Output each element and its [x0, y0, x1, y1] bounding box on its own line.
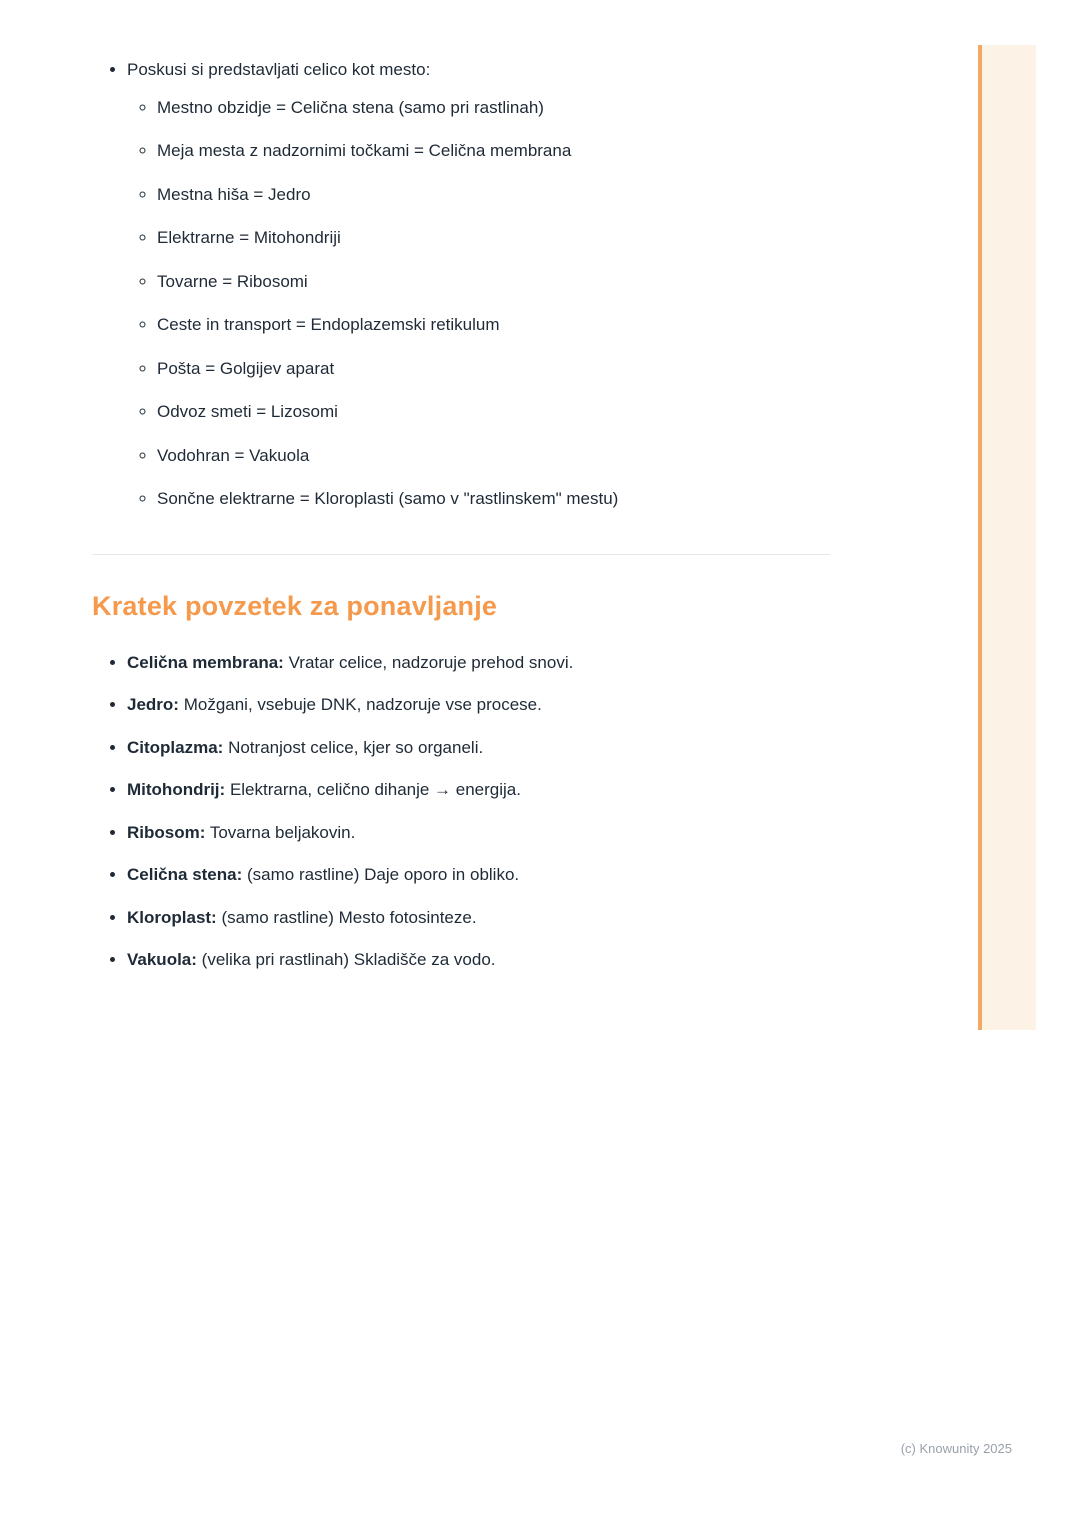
- analogy-item-text: Vodohran = Vakuola: [157, 445, 310, 465]
- summary-item: [127, 905, 832, 931]
- page-content: [92, 57, 832, 990]
- section-divider: [92, 554, 830, 555]
- summary-item: [127, 862, 832, 888]
- analogy-item: [157, 269, 832, 295]
- analogy-item-text: Sončne elektrarne = Kloroplasti (samo v "rastlinskem" mestu): [157, 489, 619, 508]
- analogy-intro-item: [127, 57, 832, 512]
- summary-term: Mitohondrij:: [127, 780, 226, 799]
- analogy-list: [92, 57, 832, 512]
- analogy-item: [157, 138, 832, 164]
- summary-list: [92, 650, 832, 973]
- summary-item: [127, 947, 832, 973]
- summary-item: [127, 692, 832, 718]
- summary-term: Celična stena:: [127, 865, 243, 884]
- summary-term: Celična membrana:: [127, 652, 284, 672]
- analogy-item: [157, 486, 832, 512]
- summary-term: Citoplazma:: [127, 737, 224, 757]
- analogy-item: [157, 356, 832, 382]
- analogy-item: [157, 95, 832, 121]
- analogy-item-text: Odvoz smeti = Lizosomi: [157, 402, 338, 421]
- analogy-item: [157, 225, 832, 251]
- summary-desc: (samo rastline) Mesto fotosinteze.: [221, 907, 477, 927]
- analogy-intro-text: Poskusi si predstavljati celico kot mesto:: [127, 60, 431, 79]
- summary-desc: Elektrarna, celično dihanje → energija.: [229, 780, 521, 799]
- analogy-item-text: Mestno obzidje = Celična stena (samo pri rastlinah): [157, 97, 544, 117]
- analogy-sublist: [127, 95, 832, 512]
- summary-item: [127, 650, 832, 676]
- summary-item: [127, 777, 832, 803]
- summary-desc: Notranjost celice, kjer so organeli.: [228, 737, 484, 757]
- analogy-item-text: Meja mesta z nadzornimi točkami = Celična membrana: [157, 141, 572, 160]
- analogy-item: [157, 312, 832, 338]
- analogy-item: [157, 443, 832, 469]
- analogy-item-text: Pošta = Golgijev aparat: [157, 358, 335, 378]
- summary-desc: Možgani, vsebuje DNK, nadzoruje vse procese.: [183, 695, 542, 714]
- analogy-item-text: Elektrarne = Mitohondriji: [157, 228, 341, 247]
- analogy-item-text: Ceste in transport = Endoplazemski retikulum: [157, 315, 500, 334]
- analogy-item-text: Tovarne = Ribosomi: [157, 271, 308, 291]
- summary-term: Jedro:: [127, 695, 179, 714]
- copyright-footer: (c) Knowunity 2025: [900, 1441, 1012, 1456]
- analogy-item: [157, 399, 832, 425]
- side-accent-strip: [978, 45, 1036, 1030]
- summary-term: Vakuola:: [127, 950, 197, 969]
- summary-desc: (samo rastline) Daje oporo in obliko.: [247, 865, 520, 884]
- summary-desc: Vratar celice, nadzoruje prehod snovi.: [288, 652, 574, 672]
- summary-desc: Tovarna beljakovin.: [209, 822, 356, 842]
- summary-term: Kloroplast:: [127, 907, 217, 927]
- summary-desc: (velika pri rastlinah) Skladišče za vodo.: [201, 950, 496, 969]
- analogy-item: [157, 182, 832, 208]
- summary-item: [127, 735, 832, 761]
- analogy-item-text: Mestna hiša = Jedro: [157, 184, 311, 204]
- summary-heading: Kratek povzetek za ponavljanje: [92, 590, 498, 621]
- summary-term: Ribosom:: [127, 822, 206, 842]
- summary-item: [127, 820, 832, 846]
